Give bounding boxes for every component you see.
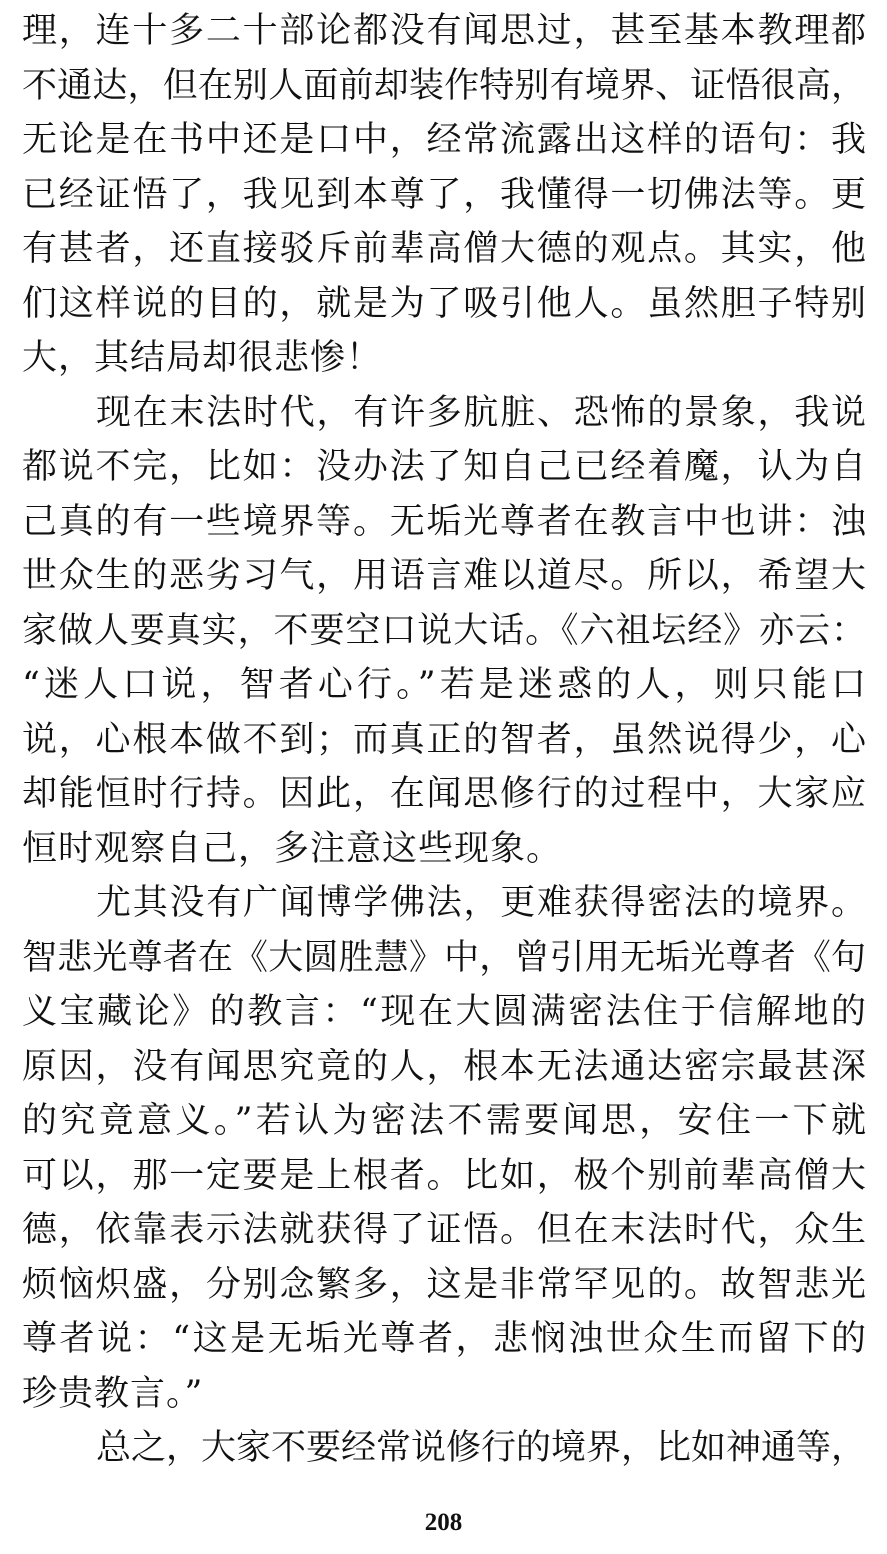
text-line: 烦恼炽盛，分别念繁多，这是非常罕见的。故智悲光	[22, 1264, 868, 1305]
text-line: 已经证悟了，我见到本尊了，我懂得一切佛法等。更	[22, 174, 868, 215]
text-line: 尊者说：“这是无垢光尊者，悲悯浊世众生而留下的	[22, 1319, 869, 1359]
text-line: 都说不完，比如：没办法了知自己已经着魔，认为自	[22, 447, 868, 487]
text-line: 珍贵教言。”	[22, 1373, 204, 1414]
text-line: 总之，大家不要经常说修行的境界，比如神通等，	[96, 1428, 866, 1468]
text-line: 家做人要真实，不要空口说大话。《六祖坛经》亦云：	[22, 610, 867, 651]
text-line: 理，连十多二十部论都没有闻思过，甚至基本教理都	[22, 11, 868, 51]
paragraph	[22, 1421, 867, 1476]
text-line: 义宝藏论》的教言：“现在大圆满密法住于信解地的	[22, 992, 869, 1032]
text-line: 尤其没有广闻博学佛法，更难获得密法的境界。	[96, 883, 868, 923]
text-line: 现在末法时代，有许多肮脏、恐怖的景象，我说	[96, 392, 868, 433]
text-line: 原因，没有闻思究竟的人，根本无法通达密宗最甚深	[22, 1046, 868, 1087]
text-line: “迷人口说，智者心行。”若是迷惑的人，则只能口	[22, 665, 871, 705]
text-line: 们这样说的目的，就是为了吸引他人。虽然胆子特别	[22, 283, 868, 324]
page-number: 208	[424, 1509, 463, 1536]
text-line: 恒时观察自己，多注意这些现象。	[22, 828, 563, 869]
text-line: 德，依靠表示法就获得了证悟。但在末法时代，众生	[22, 1210, 868, 1250]
text-line: 说，心根本做不到；而真正的智者，虽然说得少，心	[22, 719, 868, 760]
text-line: 大，其结局却很悲惨！	[22, 338, 383, 378]
text-line: 的究竟意义。”若认为密法不需要闻思，安住一下就	[22, 1101, 870, 1141]
paragraph	[22, 4, 867, 386]
paragraph	[22, 386, 871, 877]
paragraph	[22, 876, 870, 1421]
text-line: 无论是在书中还是口中，经常流露出这样的语句：我	[22, 120, 868, 160]
text-line: 己真的有一些境界等。无垢光尊者在教言中也讲：浊	[22, 501, 868, 542]
text-line: 智悲光尊者在《大圆胜慧》中，曾引用无垢光尊者《句	[22, 937, 867, 978]
text-line: 却能恒时行持。因此，在闻思修行的过程中，大家应	[22, 774, 868, 814]
text-line: 可以，那一定要是上根者。比如，极个别前辈高僧大	[22, 1155, 868, 1196]
text-line: 不通达，但在别人面前却装作特别有境界、证悟很高，	[22, 65, 867, 106]
body-text	[22, 4, 871, 1476]
text-line: 世众生的恶劣习气，用语言难以道尽。所以，希望大	[22, 556, 868, 596]
text-line: 有甚者，还直接驳斥前辈高僧大德的观点。其实，他	[22, 229, 868, 269]
